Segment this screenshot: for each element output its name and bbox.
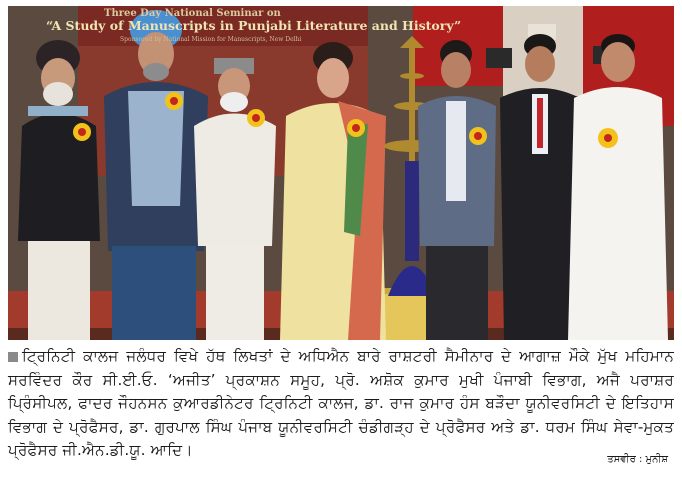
photo-credit: ਤਸਵੀਰ : ਮੁਨੀਸ਼ xyxy=(607,454,668,465)
square-bullet-icon xyxy=(8,352,18,362)
banner-title: “A Study of Manuscripts in Punjabi Literature and History” xyxy=(46,18,462,33)
banner-top-line: Three Day National Seminar on xyxy=(104,8,281,19)
photo-illustration xyxy=(8,6,674,340)
banner-subline: Sponsored by National Mission for Manuscripts, New Delhi xyxy=(120,36,302,43)
event-photo xyxy=(8,6,674,340)
photo-caption xyxy=(8,345,674,477)
caption-paragraph xyxy=(8,345,674,463)
caption-text: ਟ੍ਰਿਨਿਟੀ ਕਾਲਜ ਜਲੰਧਰ ਵਿਖੇ ਹੱਥ ਲਿਖਤਾਂ ਦੇ ਅਧਿਐਨ ਬਾਰੇ ਰਾਸ਼ਟਰੀ ਸੈਮੀਨਾਰ ਦੇ ਆਗਾਜ਼ ਮੌਕੇ ਮੁੱਖ ਮਹਿਮਾਨ ਸਰਵਿੰਦਰ ਕੌਰ ਸੀ.ਈ.ਓ. ‘ਅਜੀਤ’ ਪ੍ਰਕਾਸ਼ਨ ਸਮੂਹ, ਪ੍ਰੋ. ਅਸ਼ੋਕ ਕੁਮਾਰ ਮੁਖੀ ਪੰਜਾਬੀ ਵਿਭਾਗ, ਅਜੈ ਪਰਾਸ਼ਰ ਪ੍ਰਿੰਸੀਪਲ, ਫਾਦਰ ਜੌਹਨਸਨ ਕੁਆਰਡੀਨੇਟਰ ਟ੍ਰਿਨਿਟੀ ਕਾਲਜ, ਡਾ. ਰਾਜ ਕੁਮਾਰ ਹੰਸ ਬੜੌਦਾ ਯੂਨੀਵਰਸਿਟੀ ਦੇ ਇਤਿਹਾਸ ਵਿਭਾਗ ਦੇ ਪ੍ਰੋਫੈਸਰ, ਡਾ. ਗੁਰਪਾਲ ਸਿੰਘ ਪੰਜਾਬ ਯੂਨੀਵਰਸਿਟੀ ਚੰਡੀਗੜ੍ਹ ਦੇ ਪ੍ਰੋਫੈਸਰ ਅਤੇ ਡਾ. ਧਰਮ ਸਿੰਘ ਸੇਵਾ-ਮੁਕਤ ਪ੍ਰੋਫੈਸਰ ਜੀ.ਐਨ.ਡੀ.ਯੂ. ਆਦਿ। xyxy=(8,347,674,459)
